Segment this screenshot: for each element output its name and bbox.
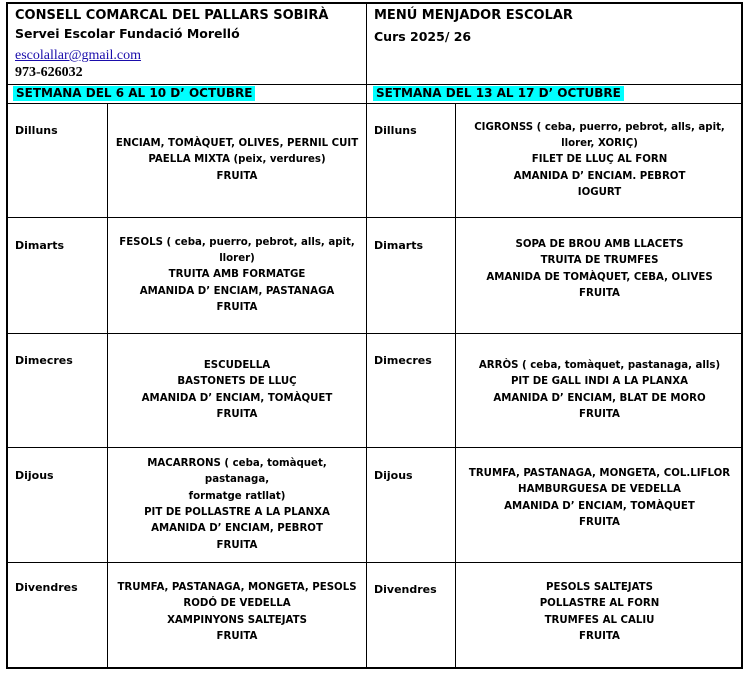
menu-item: IOGURT: [577, 186, 622, 198]
week-label: SETMANA DEL 13 AL 17 D’ OCTUBRE: [373, 86, 624, 101]
menu-item: FRUITA: [579, 287, 620, 299]
menu-item: llorer, XORIÇ): [561, 138, 638, 150]
menu-item: POLLASTRE AL FORN: [539, 598, 660, 610]
menu-cell: [456, 218, 743, 333]
menu-item: AMANIDA D’ ENCIAM, PEBROT: [151, 523, 323, 535]
menu-document: [6, 2, 743, 669]
day-label: Divendres: [15, 581, 78, 594]
contact-phone: 973-626032: [15, 65, 83, 80]
day-label: Dimarts: [15, 239, 65, 252]
menu-item: HAMBURGUESA DE VEDELLA: [518, 484, 681, 496]
menu-item: FRUITA: [579, 630, 620, 642]
day-label: Dijous: [374, 469, 413, 482]
menu-cell: [108, 448, 366, 562]
menu-item: MACARRONS ( ceba, tomàquet, pastanaga,: [147, 458, 327, 486]
menu-item: FRUITA: [216, 539, 258, 551]
menu-item: BASTONETS DE LLUÇ: [177, 376, 297, 388]
menu-item: TRUITA AMB FORMATGE: [168, 269, 306, 281]
menu-item: llorer): [219, 253, 255, 265]
day-label: Dimarts: [374, 239, 424, 252]
menu-item: AMANIDA D’ ENCIAM, PASTANAGA: [139, 285, 335, 297]
menu-cell: [108, 563, 366, 669]
menu-cell: [456, 448, 743, 562]
menu-cell: [108, 104, 366, 217]
menu-item: AMANIDA DE TOMÀQUET, CEBA, OLIVES: [486, 271, 713, 283]
menu-item: AMANIDA D’ ENCIAM. PEBROT: [513, 170, 686, 182]
menu-item: ENCIAM, TOMÀQUET, OLIVES, PERNIL CUIT: [115, 138, 359, 150]
menu-item: formatge ratllat): [188, 490, 286, 502]
menu-item: SOPA DE BROU AMB LLACETS: [515, 239, 684, 250]
contact-email[interactable]: escolallar@gmail.com: [15, 48, 142, 63]
menu-item: FRUITA: [216, 170, 258, 182]
service-name: Servei Escolar Fundació Morelló: [15, 26, 240, 41]
menu-item: PESOLS SALTEJATS: [546, 582, 653, 593]
organization-title: CONSELL COMARCAL DEL PALLARS SOBIRÀ: [15, 8, 329, 23]
menu-item: FESOLS ( ceba, puerro, pebrot, alls, apit,: [119, 236, 355, 248]
day-label: Dimecres: [15, 354, 73, 367]
menu-item: FRUITA: [579, 516, 620, 528]
menu-item: FRUITA: [216, 630, 258, 642]
menu-item: TRUITA DE TRUMFES: [540, 255, 659, 267]
school-year: Curs 2025/ 26: [374, 29, 472, 44]
day-label: Dijous: [15, 469, 54, 482]
menu-item: AMANIDA D’ ENCIAM, TOMÀQUET: [504, 500, 695, 512]
menu-cell: [456, 334, 743, 447]
day-label: Divendres: [374, 583, 437, 596]
menu-item: CIGRONSS ( ceba, puerro, pebrot, alls, apit,: [474, 121, 725, 133]
day-label: Dilluns: [15, 124, 58, 137]
menu-item: TRUMFES AL CALIU: [544, 614, 655, 626]
menu-cell: [456, 563, 743, 669]
day-label: Dilluns: [374, 124, 417, 137]
menu-cell: [456, 104, 743, 217]
menu-item: TRUMFA, PASTANAGA, MONGETA, PESOLS: [117, 582, 357, 593]
day-label: Dimecres: [374, 354, 432, 367]
menu-item: RODÓ DE VEDELLA: [183, 598, 291, 610]
menu-item: XAMPINYONS SALTEJATS: [167, 614, 307, 626]
menu-item: TRUMFA, PASTANAGA, MONGETA, COL.LIFLOR: [468, 468, 731, 479]
menu-item: FRUITA: [579, 408, 620, 420]
menu-item: PAELLA MIXTA (peix, verdures): [148, 154, 326, 166]
menu-item: FILET DE LLUÇ AL FORN: [531, 154, 668, 166]
menu-item: FRUITA: [216, 301, 258, 313]
menu-title: MENÚ MENJADOR ESCOLAR: [374, 8, 573, 23]
menu-item: PIT DE POLLASTRE A LA PLANXA: [144, 507, 330, 518]
menu-item: AMANIDA D’ ENCIAM, TOMÀQUET: [141, 392, 333, 404]
menu-item: PIT DE GALL INDI A LA PLANXA: [510, 376, 689, 388]
menu-item: ARRÒS ( ceba, tomàquet, pastanaga, alls): [478, 359, 721, 371]
menu-cell: [108, 218, 366, 333]
week-label: SETMANA DEL 6 AL 10 D’ OCTUBRE: [13, 86, 255, 101]
header-divider: [8, 84, 741, 85]
menu-item: FRUITA: [216, 408, 258, 420]
menu-item: ESCUDELLA: [203, 359, 271, 371]
menu-cell: [108, 334, 366, 447]
menu-item: AMANIDA D’ ENCIAM, BLAT DE MORO: [493, 392, 706, 404]
